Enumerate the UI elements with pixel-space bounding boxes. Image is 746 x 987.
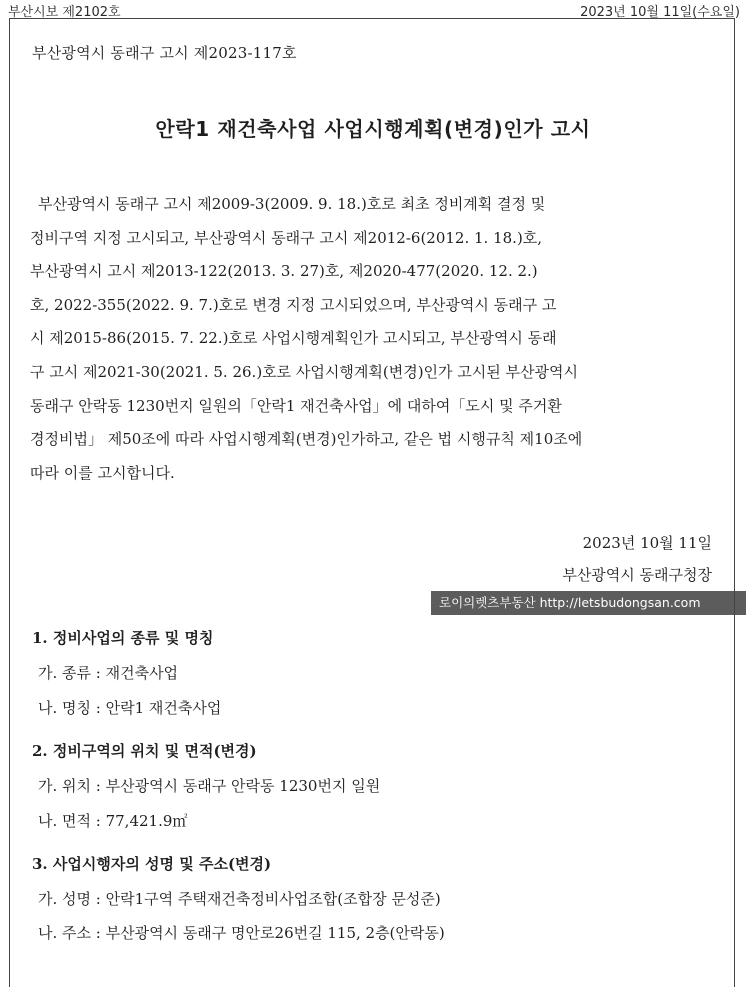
notice-date: 2023년 10월 11일: [582, 534, 712, 552]
section-item: 나. 면적 : 77,421.9㎡: [38, 812, 188, 830]
notice-body: [30, 188, 716, 490]
body-line: 따라 이를 고시합니다.: [30, 463, 175, 482]
watermark-banner: 로이의렛츠부동산 http://letsbudongsan.com: [431, 591, 746, 615]
section-item: 나. 명칭 : 안락1 재건축사업: [38, 699, 222, 717]
section-heading: 3. 사업시행자의 성명 및 주소(변경): [32, 855, 272, 873]
section-item: 가. 성명 : 안락1구역 주택재건축정비사업조합(조합장 문성준): [38, 890, 441, 908]
notice-issuer: 부산광역시 동래구청장: [562, 566, 712, 584]
body-line: 부산광역시 고시 제2013-122(2013. 3. 27)호, 제2020-477(2020. 12. 2.): [30, 262, 538, 281]
body-line: 경정비법」 제50조에 따라 사업시행계획(변경)인가하고, 같은 법 시행규칙 제10조에: [30, 430, 583, 449]
body-line: 정비구역 지정 고시되고, 부산광역시 동래구 고시 제2012-6(2012. 1. 18.)호,: [30, 228, 543, 247]
section-item: 가. 위치 : 부산광역시 동래구 안락동 1230번지 일원: [38, 777, 381, 795]
body-line: 부산광역시 동래구 고시 제2009-3(2009. 9. 18.)호로 최초 정비계획 결정 및: [38, 195, 546, 213]
bulletin-header: [0, 0, 746, 20]
bulletin-number: 부산시보 제2102호: [8, 5, 121, 20]
body-line: 호, 2022-355(2022. 9. 7.)호로 변경 지정 고시되었으며, 부산광역시 동래구 고: [30, 295, 557, 314]
document-frame: [9, 18, 735, 987]
section-heading: 2. 정비구역의 위치 및 면적(변경): [32, 742, 257, 760]
notice-number: 부산광역시 동래구 고시 제2023-117호: [32, 44, 297, 62]
section-heading: 1. 정비사업의 종류 및 명칭: [32, 629, 214, 647]
body-line: 구 고시 제2021-30(2021. 5. 26.)호로 사업시행계획(변경)인가 고시된 부산광역시: [30, 362, 578, 381]
body-line: 시 제2015-86(2015. 7. 22.)호로 사업시행계획인가 고시되고, 부산광역시 동래: [30, 329, 557, 348]
notice-title: 안락1 재건축사업 사업시행계획(변경)인가 고시: [155, 117, 591, 141]
section-item: 나. 주소 : 부산광역시 동래구 명안로26번길 115, 2층(안락동): [38, 924, 445, 942]
bulletin-date: 2023년 10월 11일(수요일): [580, 5, 740, 20]
body-line: 동래구 안락동 1230번지 일원의「안락1 재건축사업」에 대하여「도시 및 주거환: [30, 396, 562, 415]
section-item: 가. 종류 : 재건축사업: [38, 664, 179, 682]
